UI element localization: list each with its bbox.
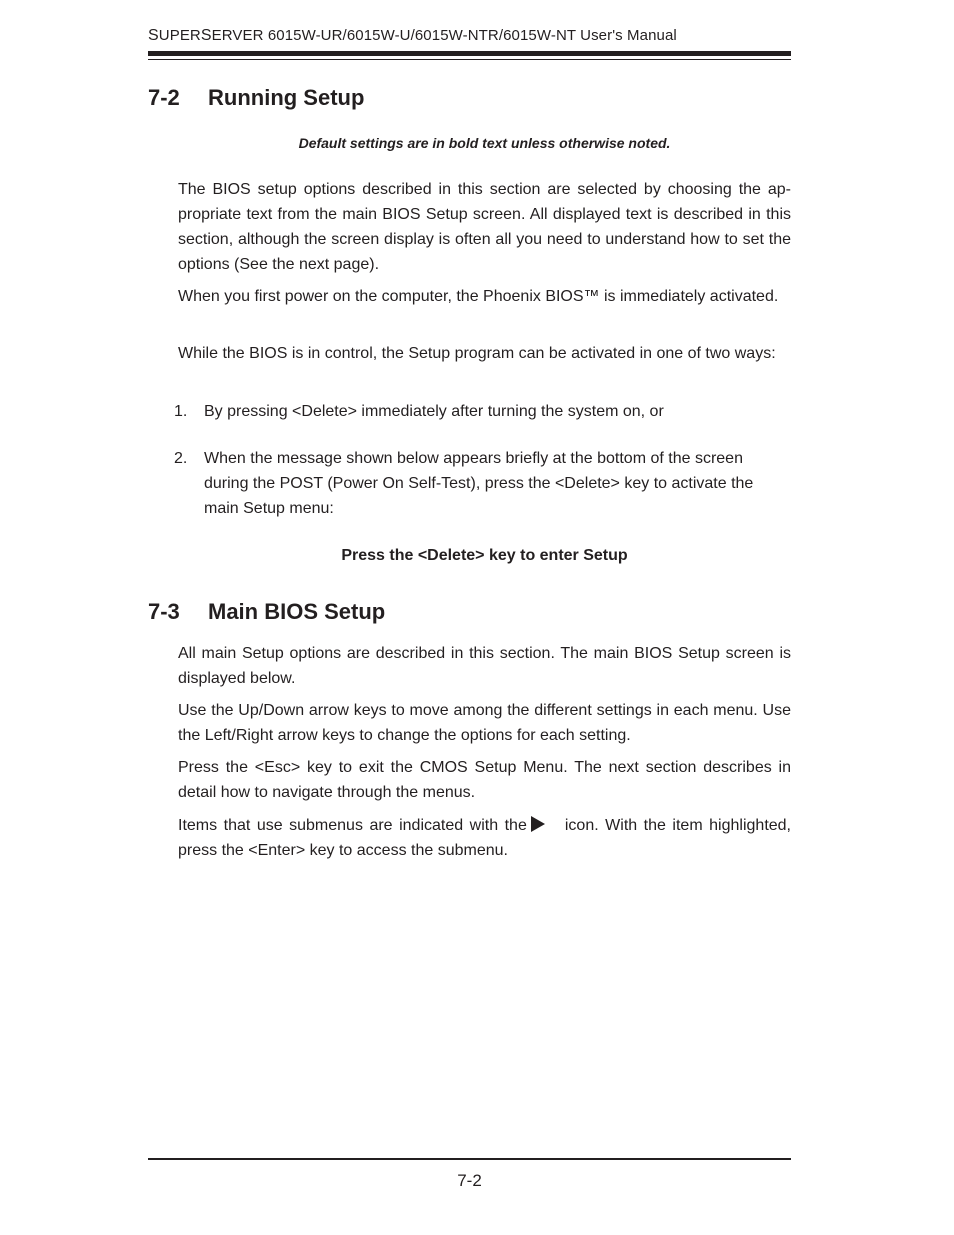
setup-message: Press the <Delete> key to enter Setup (341, 547, 628, 564)
paragraph-power-on: When you first power on the computer, the Phoenix BIOS™ is immediately activated. (178, 288, 779, 305)
header-rule-thick (148, 51, 791, 56)
section-number: 7-3 (148, 599, 180, 624)
list-text: When the message shown below appears briefly at the bottom of the screen during the POST (Power On Self-Test), press the <Delete> key to activate the main Setup menu: (204, 450, 754, 517)
header-brand-part-2: ERVER (211, 27, 264, 44)
header-brand-initial-2: S (200, 27, 212, 44)
list-item-2 (174, 446, 791, 521)
header-brand-initial: S (148, 27, 159, 44)
paragraph-arrow-keys: Use the Up/Down arrow keys to move among the different settings in each menu. Use the Left/Right arrow keys to change the options for each setting. (178, 702, 791, 744)
section-heading-7-2 (148, 84, 364, 112)
paragraph-setup-activation: While the BIOS is in control, the Setup program can be activated in one of two ways: (178, 345, 776, 362)
list-marker: 1. (174, 403, 188, 420)
paragraph-bios-options: The BIOS setup options described in this section are selected by choosing the appropriate text from the main BIOS Setup screen. All displayed text is described in this section, although the screen display is often all you need to understand how to set the options (See the next page). (178, 181, 791, 273)
list-marker: 2. (174, 450, 188, 467)
list-item-1 (174, 399, 791, 424)
default-settings-note: Default settings are in bold text unless otherwise noted. (298, 135, 671, 151)
page-number: 7-2 (457, 1171, 482, 1190)
play-triangle-icon (531, 816, 545, 832)
section-number: 7-2 (148, 85, 180, 110)
paragraph-main-setup: All main Setup options are described in this section. The main BIOS Setup screen is displayed below. (178, 645, 791, 687)
header-rule-thin (148, 59, 791, 60)
paragraph-submenus (178, 813, 791, 863)
header-title: 6015W-UR/6015W-U/6015W-NTR/6015W-NT User's Manual (263, 27, 677, 44)
submenu-text-after: icon. With the item highlighted, press the <Enter> key to access the submenu. (178, 817, 792, 859)
submenu-text-before: Items that use submenus are indicated with the (178, 817, 527, 834)
running-header (148, 26, 791, 46)
section-title: Main BIOS Setup (208, 599, 386, 624)
header-brand-part: UPER (158, 27, 201, 44)
section-heading-7-3 (148, 598, 385, 626)
paragraph-esc-key: Press the <Esc> key to exit the CMOS Setup Menu. The next section describes in detail how to navigate through the menus. (178, 759, 791, 801)
section-title: Running Setup (208, 85, 365, 110)
footer-rule (148, 1158, 791, 1160)
list-text: By pressing <Delete> immediately after turning the system on, or (204, 403, 664, 420)
